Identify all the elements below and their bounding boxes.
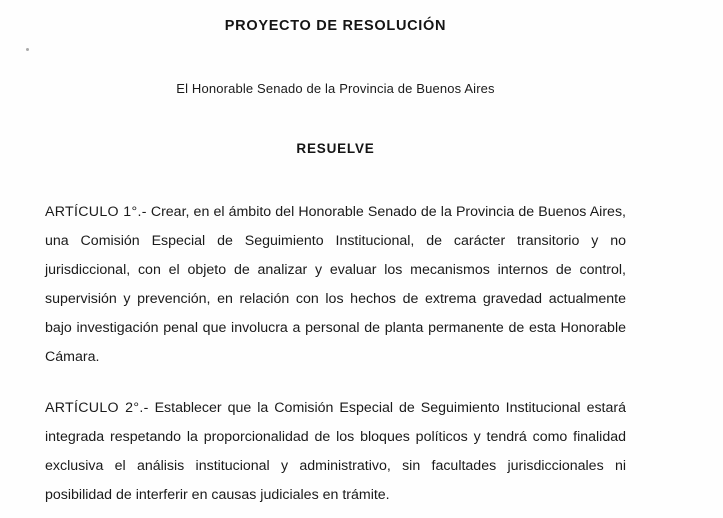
document-content [45,0,626,510]
article-1-text: Crear, en el ámbito del Honorable Senado de la Provincia de Buenos Aires, una Comisión Especial de Seguimiento Institucional, de carácter transitorio y no jurisdiccional, con el objeto de analizar y evaluar los mecanismos internos de control, supervisión y prevención, en relación con los hechos de extrema gravedad actualmente bajo investigación penal que involucra a personal de planta permanente de esta Honorable Cámara. [45,204,626,365]
page-title: PROYECTO DE RESOLUCIÓN [224,18,447,34]
resolves-heading: RESUELVE [296,141,375,156]
article-2-label: ARTÍCULO 2°.- [45,400,149,416]
document-subtitle: El Honorable Senado de la Provincia de Buenos Aires [176,81,495,96]
article-1-label: ARTÍCULO 1°.- [45,204,147,220]
article-2 [45,372,626,510]
article-1 [45,156,626,372]
article-2-text: Establecer que la Comisión Especial de Seguimiento Institucional estará integrada respetando la proporcionalidad de los bloques políticos y tendrá como finalidad exclusiva el análisis institucional y administrativo, sin facultades jurisdiccionales ni posibilidad de interferir en causas judiciales en trámite. [45,400,626,503]
scan-speck [26,48,29,51]
